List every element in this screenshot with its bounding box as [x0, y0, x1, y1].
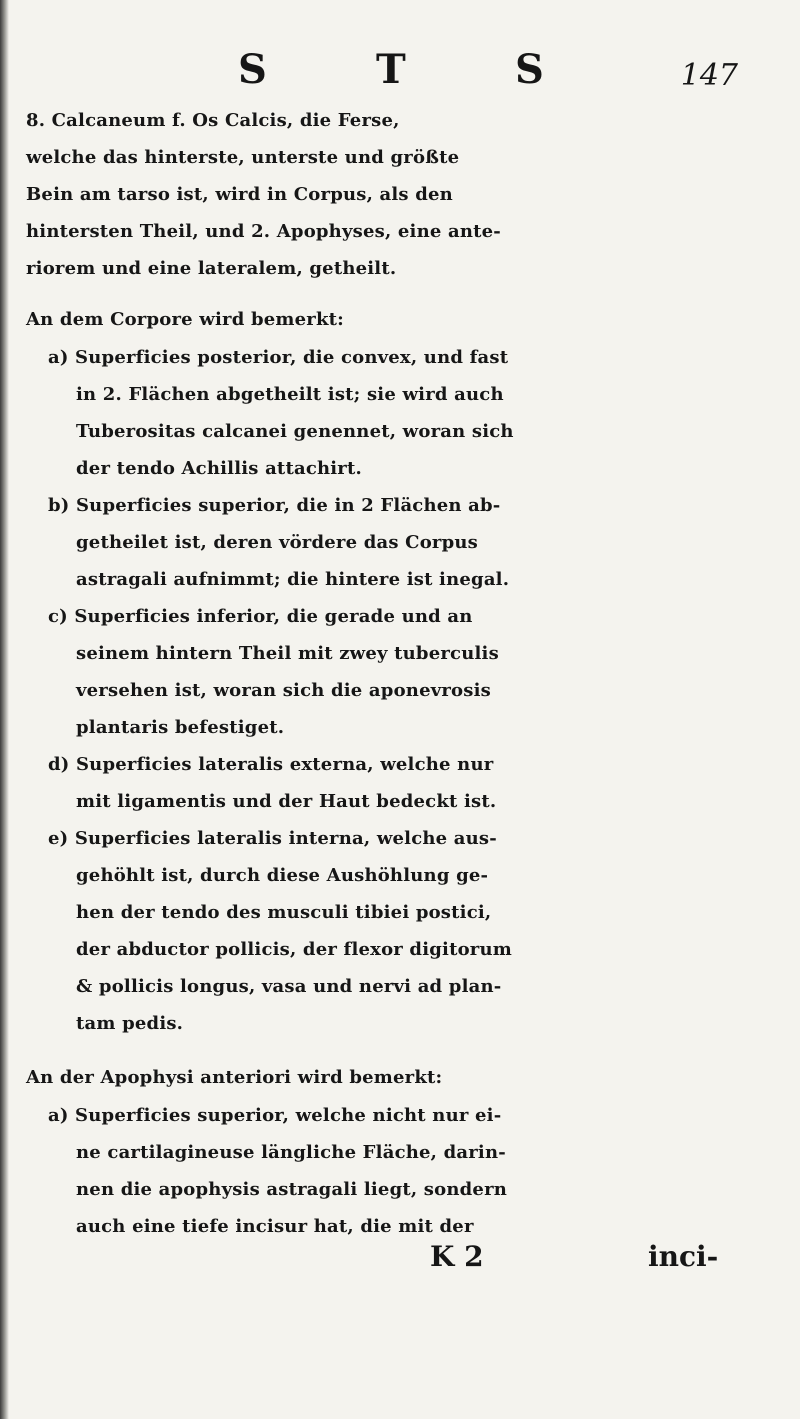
catchword: inci-	[648, 1240, 719, 1273]
text-line: ne cartilagineuse längliche Fläche, darin-	[76, 1142, 506, 1163]
text-line: nen die apophysis astragali liegt, sondern	[76, 1179, 508, 1200]
text-line: b) Superficies superior, die in 2 Flächen ab-	[48, 495, 501, 516]
text-line: c) Superficies inferior, die gerade und an	[48, 606, 473, 627]
text-line: a) Superficies superior, welche nicht nur ei-	[48, 1105, 502, 1126]
header-mark-center: T	[376, 46, 406, 93]
page-number: 147	[680, 58, 738, 93]
text-line: d) Superficies lateralis externa, welche nur	[48, 754, 494, 775]
text-line: riorem und eine lateralem, getheilt.	[26, 258, 397, 279]
text-line: der tendo Achillis attachirt.	[76, 458, 362, 479]
text-line: mit ligamentis und der Haut bedeckt ist.	[76, 791, 497, 812]
text-line: in 2. Flächen abgetheilt ist; sie wird auch	[76, 384, 504, 405]
text-line: & pollicis longus, vasa und nervi ad plan-	[76, 976, 502, 997]
text-line: der abductor pollicis, der flexor digitorum	[76, 939, 513, 960]
section-heading: An dem Corpore wird bemerkt:	[26, 309, 344, 330]
text-line: hintersten Theil, und 2. Apophyses, eine ante-	[26, 221, 501, 242]
text-line: e) Superficies lateralis interna, welche aus-	[48, 828, 497, 849]
text-line: hen der tendo des musculi tibiei postici,	[76, 902, 492, 923]
text-line: a) Superficies posterior, die convex, und fast	[48, 347, 509, 368]
header-mark-right: S	[515, 46, 544, 93]
text-line: astragali aufnimmt; die hintere ist inegal.	[76, 569, 510, 590]
text-line: auch eine tiefe incisur hat, die mit der	[76, 1216, 474, 1237]
text-line: Bein am tarso ist, wird in Corpus, als den	[26, 184, 453, 205]
section-heading: An der Apophysi anteriori wird bemerkt:	[26, 1067, 443, 1088]
text-line: getheilet ist, deren vördere das Corpus	[76, 532, 479, 553]
text-line: 8. Calcaneum f. Os Calcis, die Ferse,	[26, 110, 400, 131]
text-line: tam pedis.	[76, 1013, 184, 1034]
header-mark-left: S	[238, 46, 267, 93]
text-line: Tuberositas calcanei genennet, woran sich	[76, 421, 514, 442]
text-line: versehen ist, woran sich die aponevrosis	[76, 680, 491, 701]
signature-mark: K 2	[430, 1240, 484, 1273]
running-header	[0, 40, 800, 100]
text-line: gehöhlt ist, durch diese Aushöhlung ge-	[76, 865, 489, 886]
text-line: plantaris befestiget.	[76, 717, 285, 738]
text-line: welche das hinterste, unterste und größte	[26, 147, 460, 168]
text-line: seinem hintern Theil mit zwey tuberculis	[76, 643, 499, 664]
